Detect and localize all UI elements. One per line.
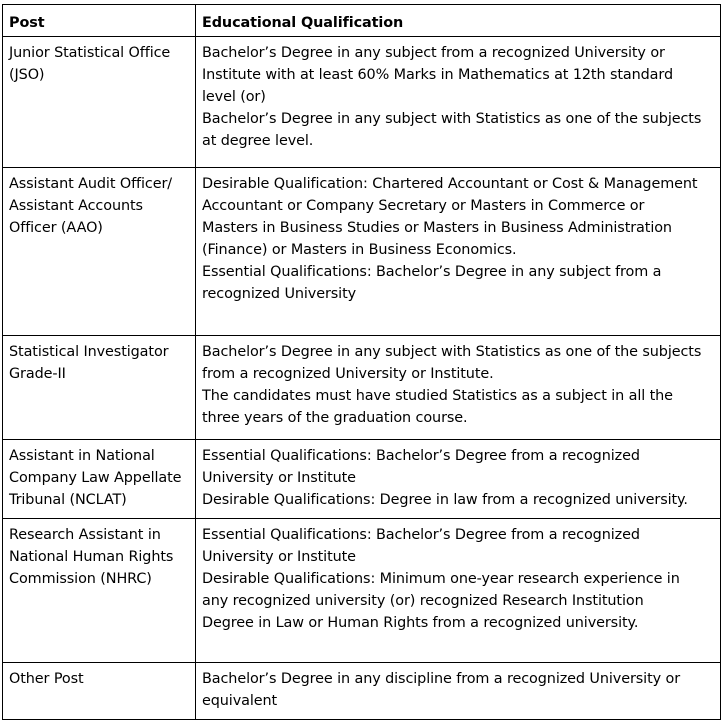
qualification-line: Essential Qualifications: Bachelor’s Degree from a recognized	[202, 527, 640, 543]
post-line: Assistant in National	[9, 448, 155, 464]
qualification-line: recognized University	[202, 286, 357, 302]
qualification-line: level (or)	[202, 89, 266, 105]
qualification-cell	[196, 440, 721, 519]
table-row	[3, 663, 721, 720]
post-line: Company Law Appellate	[9, 470, 182, 486]
table-row	[3, 336, 721, 440]
qualification-line: any recognized university (or) recognized Research Institution	[202, 593, 644, 609]
qualification-cell	[196, 663, 721, 720]
post-cell	[3, 663, 196, 720]
qualification-line: University or Institute	[202, 549, 356, 565]
post-line: Junior Statistical Office	[9, 45, 171, 61]
qualification-cell	[196, 37, 721, 168]
post-line: Officer (AAO)	[9, 220, 103, 236]
qualification-column-header: Educational Qualification	[196, 5, 721, 37]
qualification-line: (Finance) or Masters in Business Economics.	[202, 242, 517, 258]
qualification-line: Desirable Qualifications: Degree in law from a recognized university.	[202, 492, 688, 508]
qualification-line: from a recognized University or Institute.	[202, 366, 494, 382]
qualification-line: equivalent	[202, 693, 278, 709]
qualification-line: Accountant or Company Secretary or Masters in Commerce or	[202, 198, 645, 214]
qualification-line: Desirable Qualification: Chartered Accountant or Cost & Management	[202, 176, 698, 192]
header-row	[3, 5, 721, 37]
post-cell	[3, 440, 196, 519]
qualification-line: Institute with at least 60% Marks in Mathematics at 12th standard	[202, 67, 673, 83]
qualification-line: Essential Qualifications: Bachelor’s Degree in any subject from a	[202, 264, 662, 280]
post-line: Tribunal (NCLAT)	[9, 492, 127, 508]
qualification-line: Desirable Qualifications: Minimum one-year research experience in	[202, 571, 680, 587]
qualification-line: University or Institute	[202, 470, 356, 486]
post-column-header: Post	[3, 5, 196, 37]
qualification-line: Essential Qualifications: Bachelor’s Degree from a recognized	[202, 448, 640, 464]
post-line: (JSO)	[9, 67, 45, 83]
post-line: Statistical Investigator	[9, 344, 169, 360]
post-cell	[3, 519, 196, 663]
qualification-cell	[196, 336, 721, 440]
qualification-line: Masters in Business Studies or Masters in Business Administration	[202, 220, 672, 236]
post-line: National Human Rights	[9, 549, 174, 565]
post-cell	[3, 168, 196, 336]
post-line: Assistant Audit Officer/	[9, 176, 173, 192]
table-row	[3, 37, 721, 168]
table-row	[3, 168, 721, 336]
post-cell	[3, 37, 196, 168]
post-line: Commission (NHRC)	[9, 571, 152, 587]
qualification-line: Bachelor’s Degree in any discipline from a recognized University or	[202, 671, 681, 687]
post-cell	[3, 336, 196, 440]
qualification-line: three years of the graduation course.	[202, 410, 468, 426]
post-line: Research Assistant in	[9, 527, 161, 543]
qualification-cell	[196, 168, 721, 336]
qualification-line: at degree level.	[202, 133, 314, 149]
qualification-line: The candidates must have studied Statistics as a subject in all the	[202, 388, 673, 404]
qualification-table	[2, 4, 721, 720]
table-row	[3, 519, 721, 663]
post-line: Other Post	[9, 671, 84, 687]
post-line: Assistant Accounts	[9, 198, 143, 214]
qualification-line: Bachelor’s Degree in any subject with Statistics as one of the subjects	[202, 111, 702, 127]
qualification-line: Bachelor’s Degree in any subject from a recognized University or	[202, 45, 665, 61]
qualification-line: Bachelor’s Degree in any subject with Statistics as one of the subjects	[202, 344, 702, 360]
qualification-cell	[196, 519, 721, 663]
qualification-line: Degree in Law or Human Rights from a recognized university.	[202, 615, 639, 631]
table-row	[3, 440, 721, 519]
post-line: Grade-II	[9, 366, 66, 382]
